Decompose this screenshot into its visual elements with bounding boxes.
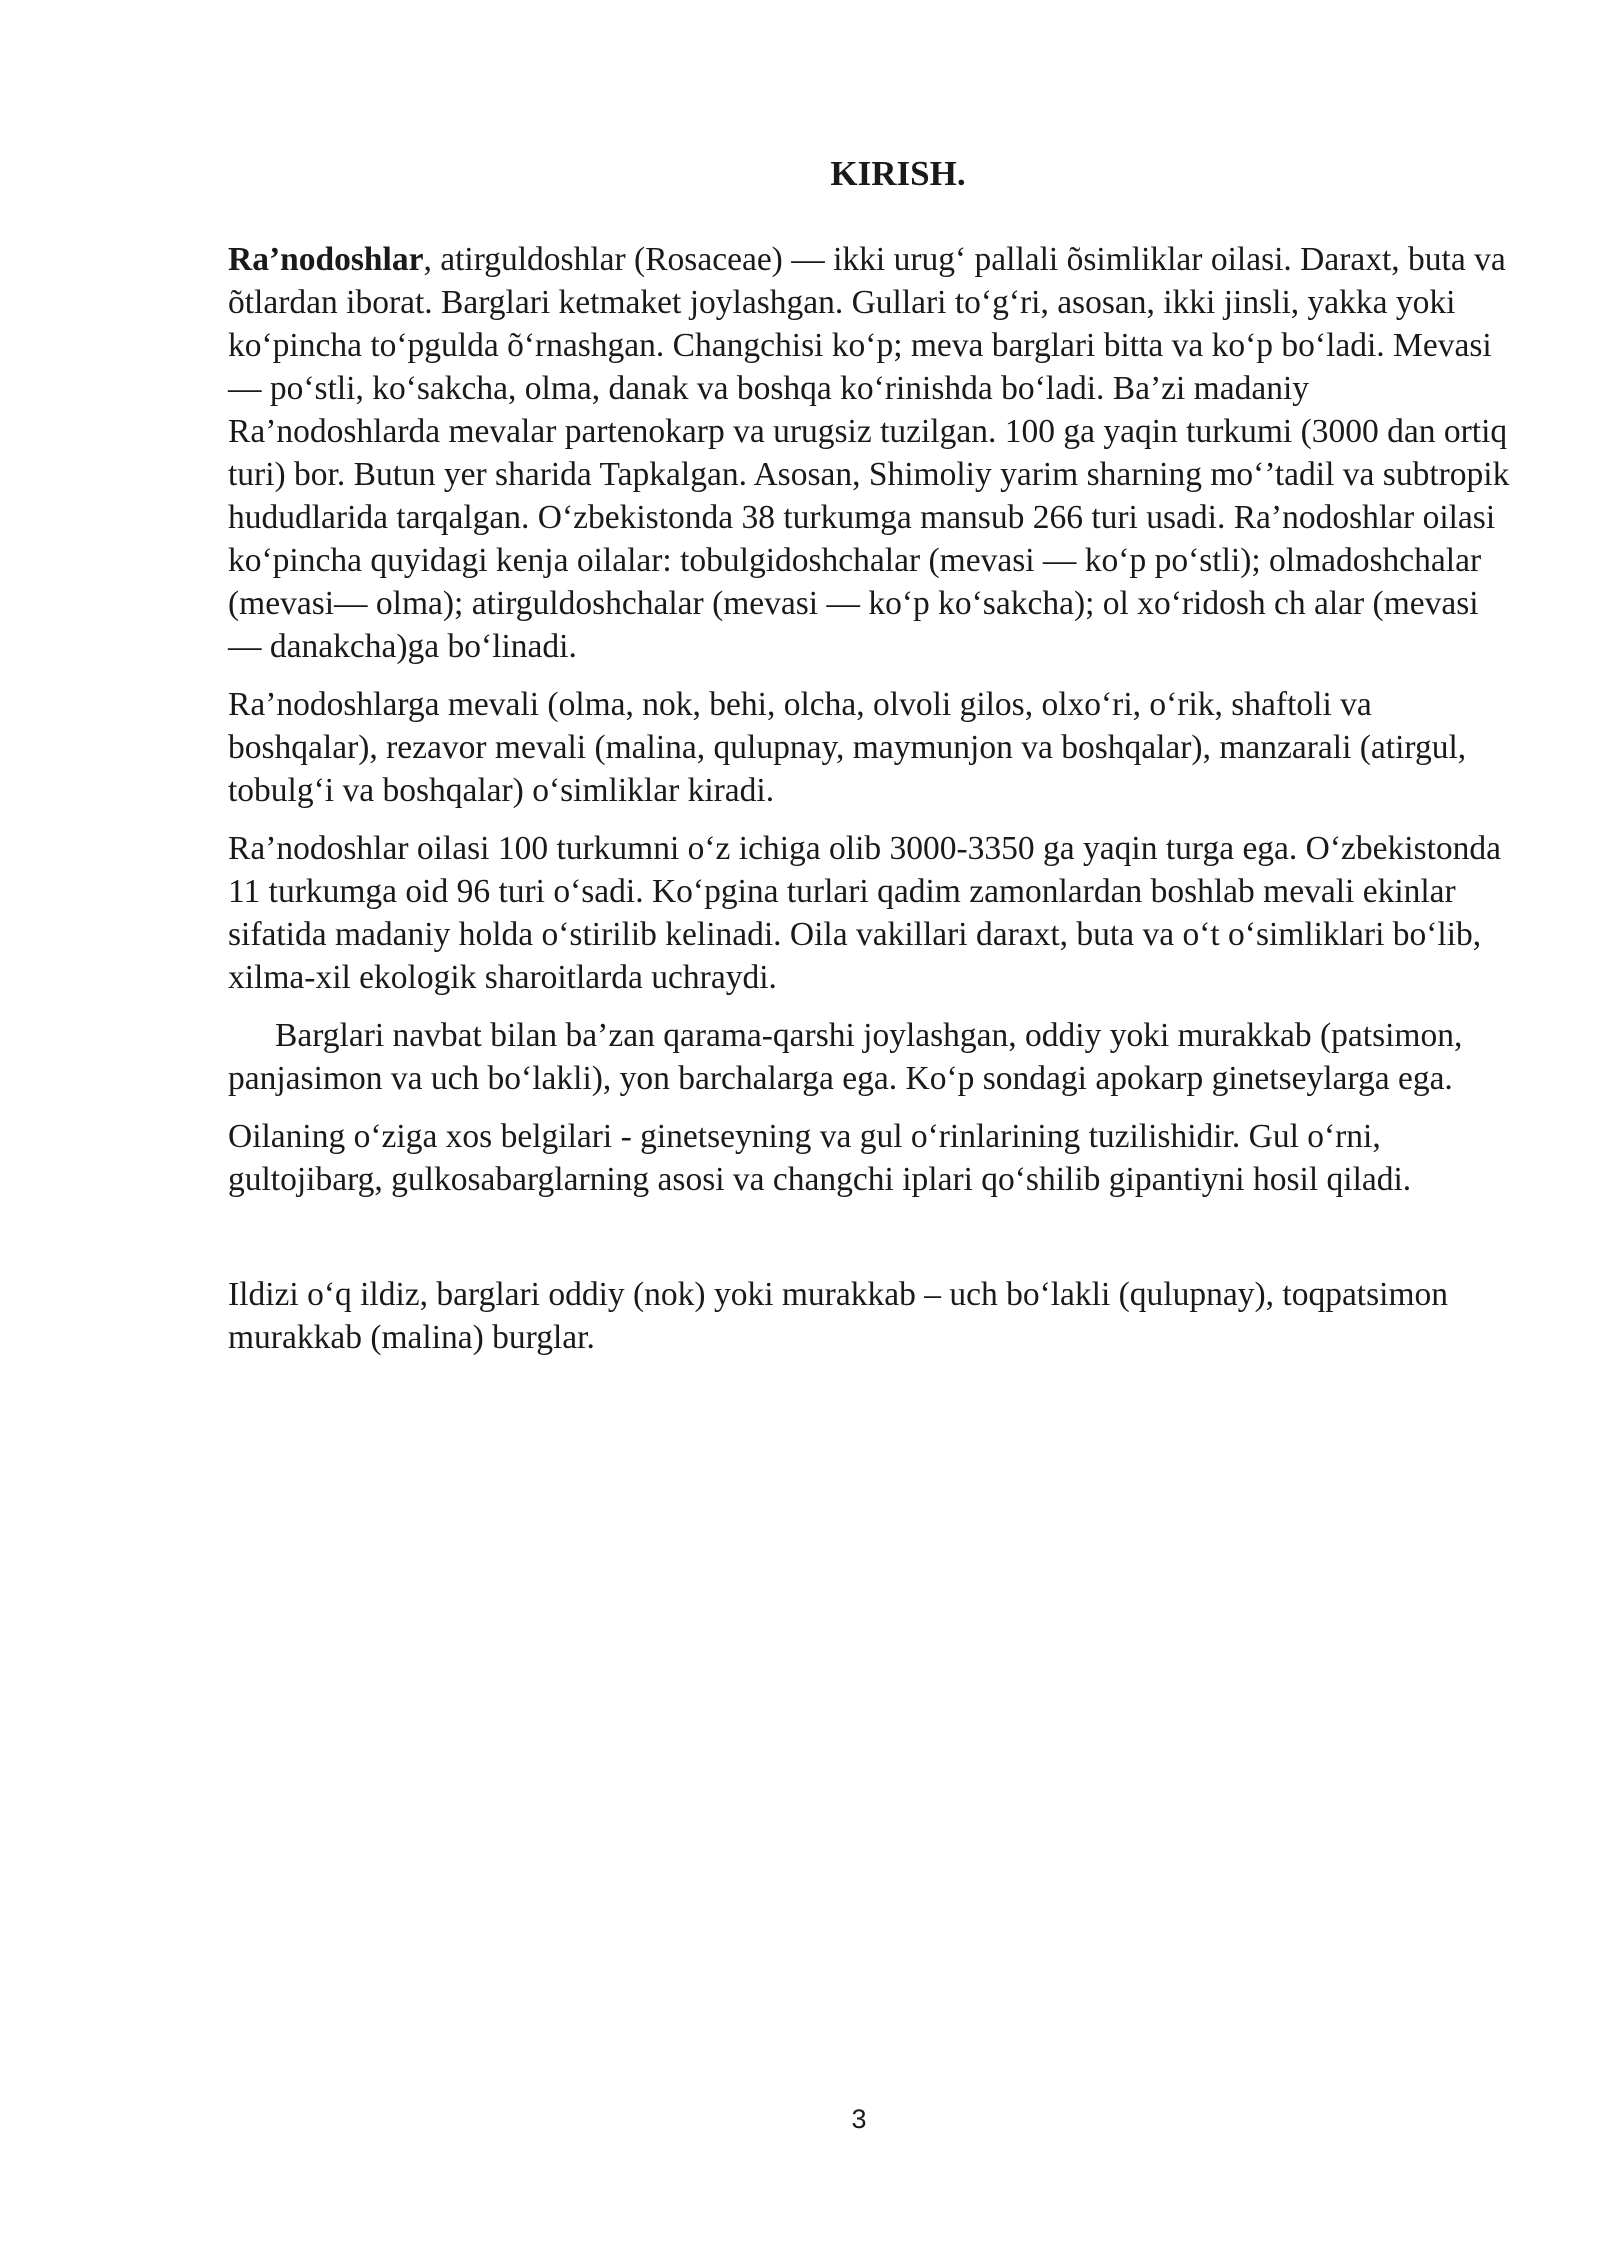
paragraph-4: Barglari navbat bilan ba’zan qarama-qarshi joylashgan, oddiy yoki murakkab (patsimon, panjasimon va uch bo‘lakli), yon barchalarga ega. Ko‘p sondagi apokarp ginetseylarga ega. xyxy=(228,1017,1463,1097)
paragraph-2: Ra’nodoshlarga mevali (olma, nok, behi, olcha, olvoli gilos, olxo‘ri, o‘rik, shaftoli va boshqalar), rezavor mevali (malina, qulupnay, maymunjon va boshqalar), manzarali (atirgul, tobulg‘i va boshqalar) o‘simliklar kiradi. xyxy=(228,686,1467,809)
paragraph-6: Ildizi o‘q ildiz, barglari oddiy (nok) yoki murakkab – uch bo‘lakli (qulupnay), toqpatsimon murakkab (malina) burglar. xyxy=(228,1276,1449,1356)
paragraph-1 xyxy=(228,238,1518,668)
page-number: 3 xyxy=(851,2104,867,2134)
paragraph-5: Oilaning o‘ziga xos belgilari - ginetseyning va gul o‘rinlarining tuzilishidir. Gul o‘rni, gultojibarg, gulkosabarglarning asosi va changchi iplari qo‘shilib gipantiyni hosil qiladi. xyxy=(228,1118,1412,1198)
body-text xyxy=(228,238,1518,1374)
page-title: KIRISH. xyxy=(830,154,966,193)
paragraph-lead-term: Ra’nodoshlar xyxy=(228,241,424,278)
paragraph-1-text: , atirguldoshlar (Rosaceae) — ikki urug‘ pallali õsimliklar oilasi. Daraxt, buta va õtlardan iborat. Barglari ketmaket joylashgan. Gullari to‘g‘ri, asosan, ikki jinsli, yakka yoki ko‘pincha to‘pgulda õ‘rnashgan. Changchisi ko‘p; meva barglari bitta va ko‘p bo‘ladi. Mevasi — po‘stli, ko‘sakcha, olma, danak va boshqa ko‘rinishda bo‘ladi. Ba’zi madaniy Ra’nodoshlarda mevalar partenokarp va urugsiz tuzilgan. 100 ga yaqin turkumi (3000 dan ortiq turi) bor. Butun yer sharida Tapkalgan. Asosan, Shimoliy yarim sharning mo‘’tadil va subtropik hududlarida tarqalgan. O‘zbekistonda 38 turkumga mansub 266 turi usadi. Ra’nodoshlar oilasi ko‘pincha quyidagi kenja oilalar: tobulgidoshchalar (mevasi — ko‘p po‘stli); olmadoshchalar (mevasi— olma); atirguldoshchalar (mevasi — ko‘p ko‘sakcha); ol xo‘ridosh ch alar (mevasi — danakcha)ga bo‘linadi. xyxy=(228,241,1510,665)
paragraph-3: Ra’nodoshlar oilasi 100 turkumni o‘z ichiga olib 3000-3350 ga yaqin turga ega. O‘zbekistonda 11 turkumga oid 96 turi o‘sadi. Ko‘pgina turlari qadim zamonlardan boshlab mevali ekinlar sifatida madaniy holda o‘stirilib kelinadi. Oila vakillari daraxt, buta va o‘t o‘simliklari bo‘lib, xilma-xil ekologik sharoitlarda uchraydi. xyxy=(228,830,1502,996)
